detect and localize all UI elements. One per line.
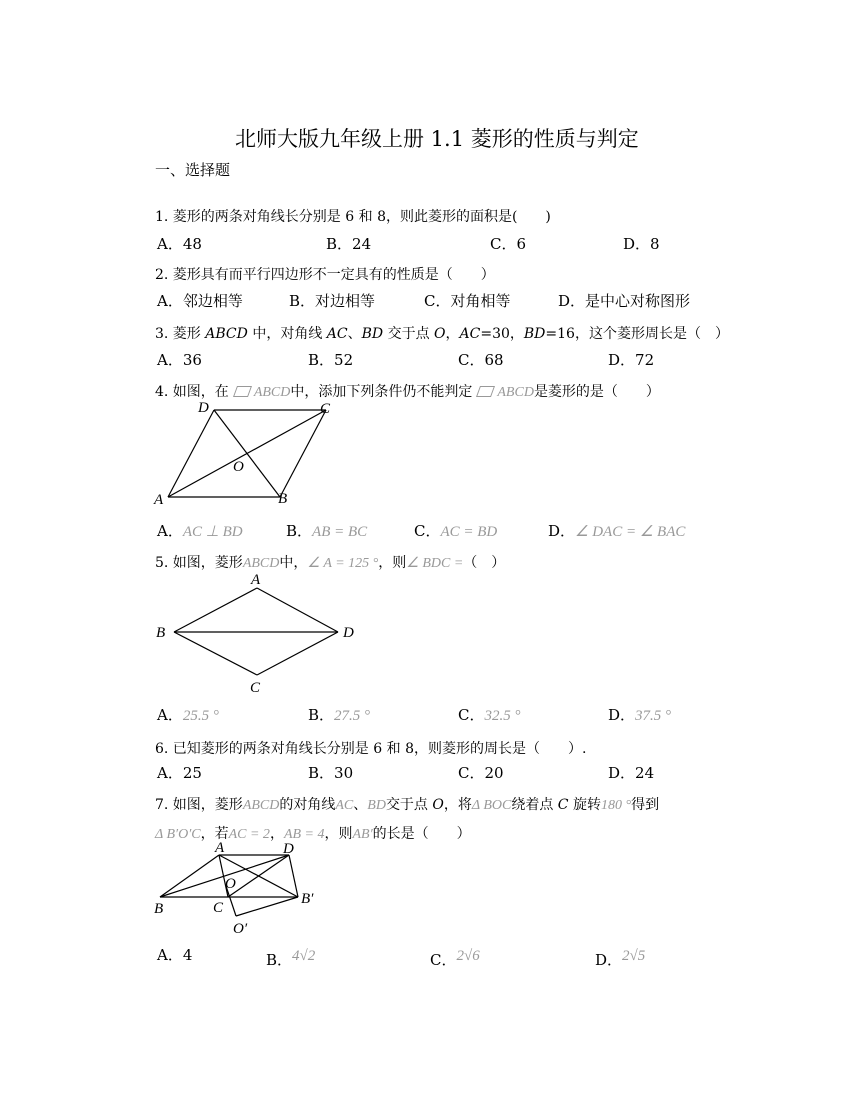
question-1-text: 1. 菱形的两条对角线长分别是 6 和 8，则此菱形的面积是( ) xyxy=(155,209,551,225)
label-d: D xyxy=(198,400,209,416)
q5-option-b[interactable]: B．27.5 ° xyxy=(308,706,371,724)
side-cd xyxy=(257,632,338,675)
q6-option-c[interactable]: C．20 xyxy=(458,764,504,782)
q1-option-d[interactable]: D．8 xyxy=(623,235,660,253)
q2-option-a[interactable]: A．邻边相等 xyxy=(157,292,243,310)
label-o: O xyxy=(233,459,244,475)
label-b: B xyxy=(154,901,164,917)
q6-option-d[interactable]: D．24 xyxy=(608,764,655,782)
q7-option-b[interactable]: B．4√2 xyxy=(266,948,316,969)
label-a: A xyxy=(215,840,225,856)
question-4-text: 4. 如图，在 ABCD中，添加下列条件仍不能判定 ABCD是菱形的是（ ） xyxy=(155,384,660,400)
label-c: C xyxy=(320,401,331,417)
q5-rhombus-figure xyxy=(150,568,365,700)
label-d: D xyxy=(343,625,354,641)
side-ab xyxy=(174,588,257,632)
side-bc xyxy=(174,632,257,675)
q2-option-d[interactable]: D．是中心对称图形 xyxy=(558,292,691,310)
label-o: O xyxy=(225,876,236,892)
q4-parallelogram-figure xyxy=(150,395,350,510)
q3-option-d[interactable]: D．72 xyxy=(608,351,655,369)
q5-option-d[interactable]: D．37.5 ° xyxy=(608,706,672,724)
label-c: C xyxy=(213,900,224,916)
q5-option-c[interactable]: C．32.5 ° xyxy=(458,706,521,724)
label-b: B xyxy=(156,625,166,641)
q1-option-b[interactable]: B．24 xyxy=(326,235,372,253)
q6-option-a[interactable]: A．25 xyxy=(157,764,202,782)
question-2-text: 2. 菱形具有而平行四边形不一定具有的性质是（ ） xyxy=(155,267,495,283)
q3-option-b[interactable]: B．52 xyxy=(308,351,354,369)
question-7-text-line-1: 7. 如图，菱形ABCD的对角线AC、BD交于点 O，将Δ BOC绕着点 C 旋转180 °得到 xyxy=(155,797,660,813)
label-o-prime: O′ xyxy=(233,921,248,937)
parallelogram-icon xyxy=(476,386,495,397)
section-heading: 一、选择题 xyxy=(155,161,231,179)
document-title: 北师大版九年级上册 1.1 菱形的性质与判定 xyxy=(235,127,639,151)
question-7-text-line-2: Δ B′O′C，若AC = 2，AB = 4，则AB′的长是（ ） xyxy=(155,826,471,842)
label-b-prime: B′ xyxy=(301,891,314,907)
q5-option-a[interactable]: A．25.5 ° xyxy=(157,706,219,724)
q7-option-d[interactable]: D．2√5 xyxy=(595,948,646,969)
question-3-text: 3. 菱形 ABCD 中，对角线 AC、BD 交于点 O，AC=30，BD=16，这个菱形周长是（ ） xyxy=(155,326,729,342)
q1-option-c[interactable]: C．6 xyxy=(490,235,527,253)
q1-option-a[interactable]: A．48 xyxy=(157,235,202,253)
question-5-text: 5. 如图，菱形ABCD中，∠ A = 125 °，则∠ BDC =（ ） xyxy=(155,555,506,571)
q7-option-a[interactable]: A．4 xyxy=(157,946,193,964)
segment-db-prime xyxy=(289,855,298,897)
segment-o-prime-b-prime xyxy=(236,897,298,916)
q4-option-a[interactable]: A．AC ⊥ BD xyxy=(157,522,243,540)
label-c: C xyxy=(250,680,261,696)
q3-option-c[interactable]: C．68 xyxy=(458,351,504,369)
q4-option-b[interactable]: B．AB = BC xyxy=(286,522,368,540)
label-d: D xyxy=(283,841,294,857)
q2-option-c[interactable]: C．对角相等 xyxy=(424,292,511,310)
side-ab xyxy=(160,855,219,897)
label-b: B xyxy=(278,491,288,507)
q2-option-b[interactable]: B．对边相等 xyxy=(289,292,376,310)
label-a: A xyxy=(154,492,164,508)
q7-option-c[interactable]: C．2√6 xyxy=(430,948,480,969)
q4-option-d[interactable]: D．∠ DAC = ∠ BAC xyxy=(548,522,686,540)
diagonal-bd xyxy=(214,410,280,497)
q3-option-a[interactable]: A．36 xyxy=(157,351,202,369)
label-a: A xyxy=(251,572,261,588)
q4-option-c[interactable]: C．AC = BD xyxy=(414,522,498,540)
q6-option-b[interactable]: B．30 xyxy=(308,764,354,782)
side-da xyxy=(257,588,338,632)
q7-rotation-figure xyxy=(150,838,330,938)
question-6-text: 6. 已知菱形的两条对角线长分别是 6 和 8，则菱形的周长是（ ）. xyxy=(155,741,587,757)
